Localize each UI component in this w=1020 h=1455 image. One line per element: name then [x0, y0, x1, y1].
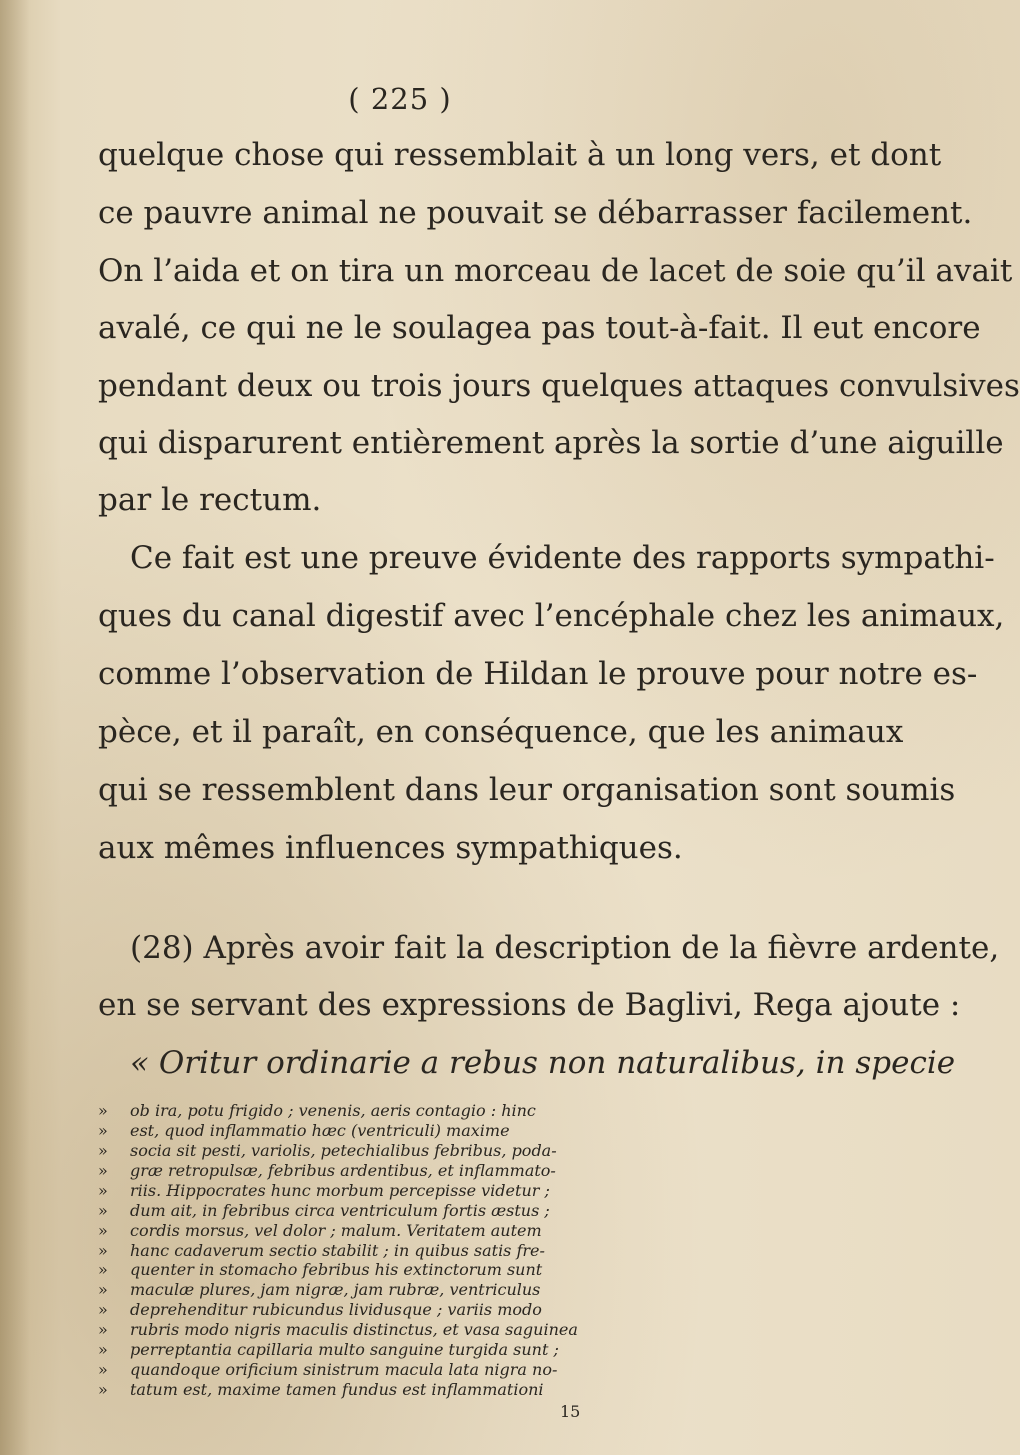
- quote-line: [98, 1260, 542, 1280]
- signature-mark: 15: [560, 1402, 581, 1421]
- text-line: On l’aida et on tira un morceau de lacet de soie qu’il avait: [98, 253, 1013, 289]
- quote-text: riis. Hippocrates hunc morbum percepisse videtur ;: [130, 1180, 550, 1200]
- text-line: ce pauvre animal ne pouvait se débarrasser facilement.: [98, 195, 973, 231]
- quote-mark: »: [98, 1180, 108, 1200]
- quote-mark: »: [98, 1101, 108, 1120]
- quote-mark: »: [98, 1340, 108, 1360]
- text-line: quelque chose qui ressemblait à un long vers, et dont: [98, 137, 942, 173]
- text-line: aux mêmes influences sympathiques.: [98, 830, 683, 866]
- quote-line: [98, 1141, 557, 1161]
- quote-text: græ retropulsæ, febribus ardentibus, et inflammato-: [130, 1160, 556, 1180]
- quote-text: est, quod inflammatio hæc (ventriculi) maxime: [130, 1120, 510, 1140]
- quote-mark: »: [98, 1280, 108, 1300]
- quote-mark: »: [98, 1380, 108, 1400]
- quote-line: [98, 1161, 556, 1181]
- quote-mark: »: [98, 1360, 108, 1380]
- quote-line: [98, 1320, 578, 1340]
- text-line: pèce, et il paraît, en conséquence, que les animaux: [98, 714, 904, 750]
- text-line: avalé, ce qui ne le soulagea pas tout-à-fait. Il eut encore: [98, 310, 981, 346]
- quote-text: quandoque orificium sinistrum macula lata nigra no-: [130, 1360, 558, 1380]
- text-line: par le rectum.: [98, 482, 322, 518]
- quote-text: rubris modo nigris maculis distinctus, et vasa saguinea: [130, 1320, 578, 1340]
- text-line: comme l’observation de Hildan le prouve pour notre es-: [98, 656, 978, 692]
- note-line: (28) Après avoir fait la description de la fièvre ardente,: [130, 930, 1000, 966]
- text-line: ques du canal digestif avec l’encéphale chez les animaux,: [98, 598, 1005, 634]
- quote-line: [98, 1340, 559, 1360]
- text-line: pendant deux ou trois jours quelques attaques convulsives: [98, 368, 1020, 404]
- quote-text: tatum est, maxime tamen fundus est inflammationi: [130, 1380, 544, 1400]
- quote-line: [98, 1101, 536, 1121]
- quote-line: [98, 1280, 540, 1300]
- quote-mark: »: [98, 1240, 108, 1260]
- quote-mark: »: [98, 1220, 108, 1240]
- quote-line: [98, 1221, 542, 1241]
- quote-text: perreptantia capillaria multo sanguine turgida sunt ;: [130, 1340, 559, 1360]
- quote-text: deprehenditur rubicundus lividusque ; variis modo: [130, 1300, 542, 1320]
- quote-mark: »: [98, 1140, 108, 1160]
- quote-mark: »: [98, 1200, 108, 1220]
- quote-mark: »: [98, 1120, 108, 1140]
- quote-mark: »: [98, 1320, 108, 1340]
- quote-text: hanc cadaverum sectio stabilit ; in quibus satis fre-: [130, 1240, 545, 1260]
- quote-line: [98, 1241, 545, 1261]
- quote-mark: »: [98, 1160, 108, 1180]
- quote-line: [98, 1380, 544, 1400]
- text-line: Ce fait est une preuve évidente des rapports sympathi-: [130, 540, 995, 576]
- page-gutter-shadow: [0, 0, 30, 1455]
- text-line: qui disparurent entièrement après la sortie d’une aiguille: [98, 425, 1004, 461]
- quote-line: [98, 1121, 510, 1141]
- page-number: ( 225 ): [348, 82, 452, 116]
- text-line: qui se ressemblent dans leur organisation sont soumis: [98, 772, 956, 808]
- quote-text: quenter in stomacho febribus his extinctorum sunt: [130, 1260, 543, 1280]
- note-line: en se servant des expressions de Baglivi, Rega ajoute :: [98, 987, 961, 1023]
- quote-line: [98, 1201, 550, 1221]
- quote-mark: »: [98, 1260, 108, 1280]
- quote-text: dum ait, in febribus circa ventriculum fortis æstus ;: [130, 1200, 550, 1220]
- quote-line: [98, 1300, 542, 1320]
- quote-text: cordis morsus, vel dolor ; malum. Veritatem autem: [130, 1220, 542, 1240]
- quote-line: « Oritur ordinarie a rebus non naturalibus, in specie: [130, 1045, 956, 1081]
- quote-mark: »: [98, 1300, 108, 1320]
- quote-text: ob ira, potu frigido ; venenis, aeris contagio : hinc: [130, 1101, 536, 1120]
- quote-text: maculæ plures, jam nigræ, jam rubræ, ventriculus: [130, 1280, 541, 1300]
- quote-line: [98, 1360, 557, 1380]
- quote-line: [98, 1181, 550, 1201]
- quote-text: socia sit pesti, variolis, petechialibus febribus, poda-: [130, 1140, 557, 1160]
